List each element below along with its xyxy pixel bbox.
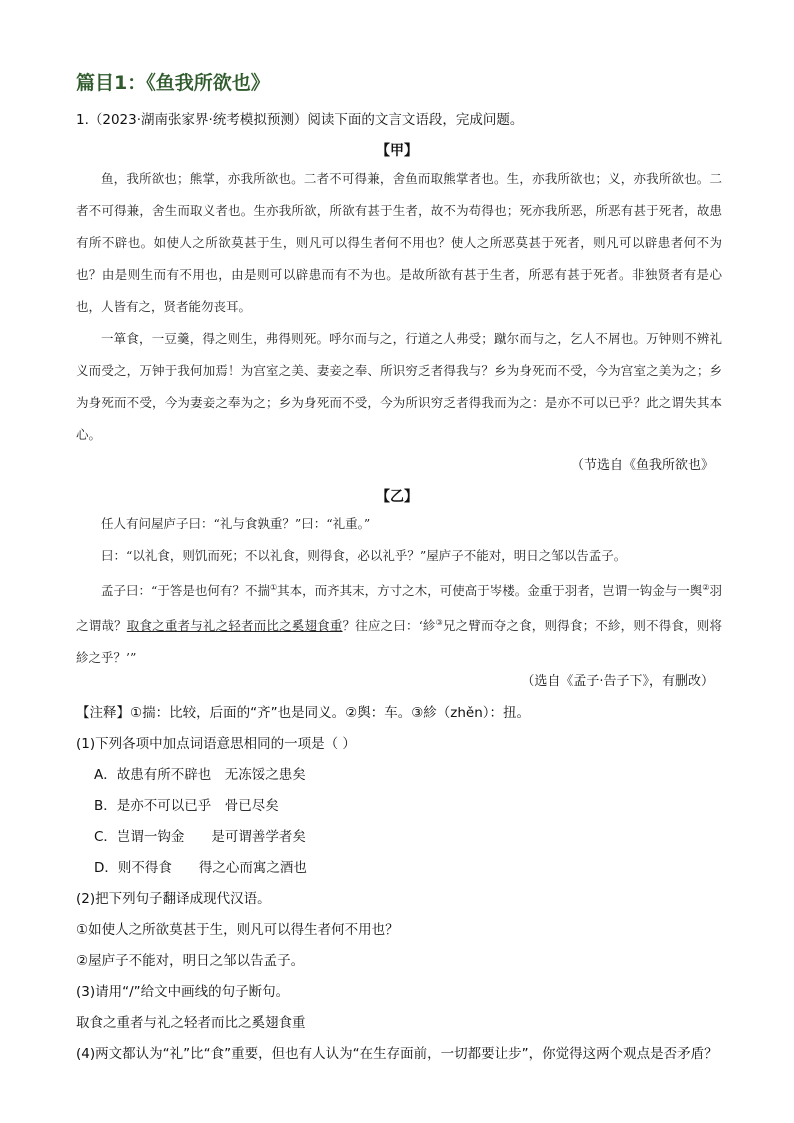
passage-yi [76, 508, 722, 674]
question-2-stem: (2)把下列句子翻译成现代汉语。 [76, 891, 271, 907]
passage-jia-source: （节选自《鱼我所欲也》 [570, 458, 714, 473]
passage-jia [76, 163, 722, 451]
passage-yi-paragraph-3: 孟子曰：“于答是也何有？不揣①其本，而齐其末，方寸之木，可使高于岑楼。金重于羽者，岂谓一钩金与一舆②羽之谓哉？取食之重者与礼之轻者而比之奚翅食重？往应之曰：‘紾③兄之臂而夺之食，则得食；不紾，则不得食，则将紾之乎？’” [76, 583, 722, 666]
question-header: 1.（2023·湖南张家界·统考模拟预测）阅读下面的文言文语段，完成问题。 [76, 112, 524, 128]
question-2-sentence-1: ①如使人之所欲莫甚于生，则凡可以得生者何不用也？ [76, 922, 399, 938]
passage-jia-paragraph-1: 鱼，我所欲也；熊掌，亦我所欲也。二者不可得兼，舍鱼而取熊掌者也。生，亦我所欲也；义，亦我所欲也。二者不可得兼，舍生而取义者也。生亦我所欲，所欲有甚于生者，故不为苟得也；死亦我所恶，所恶有甚于死者，故患有所不辟也。如使人之所欲莫甚于生，则凡可以得生者何不用也？使人之所恶莫甚于死者，则凡可以辟患者何不为也？由是则生而有不用也，由是则可以辟患而有不为也。是故所欲有甚于生者，所恶有甚于死者。非独贤者有是心也，人皆有之，贤者能勿丧耳。 [76, 171, 722, 314]
question-3-stem: (3)请用“/”给文中画线的句子断句。 [76, 984, 290, 1000]
question-1-stem: (1)下列各项中加点词语意思相同的一项是（ ） [76, 736, 356, 752]
questions-block [76, 698, 718, 1070]
passage-yi-paragraph-2: 曰：“以礼食，则饥而死；不以礼食，则得食，必以礼乎？”屋庐子不能对，明日之邹以告孟子。 [101, 548, 627, 563]
question-4-stem: (4)两文都认为“礼”比“食”重要，但也有人认为“在生存面前，一切都要让步”，你觉得这两个观点是否矛盾？ [76, 1046, 718, 1062]
passage-yi-paragraph-1: 任人有问屋庐子曰：“礼与食孰重？”曰：“礼重。” [101, 516, 371, 531]
passage-yi-source: （选自《孟子·告子下》，有删改） [521, 674, 714, 689]
option-b[interactable]: B．是亦不可以已乎 骨已尽矣 [94, 798, 279, 814]
passage-jia-label: 【甲】 [376, 143, 418, 159]
passage-yi-label: 【乙】 [376, 489, 418, 505]
option-c[interactable]: C．岂谓一钩金 是可谓善学者矣 [94, 829, 306, 845]
footnote-marker-3: ③ [435, 618, 443, 628]
footnote-marker-1: ① [269, 583, 278, 592]
option-d[interactable]: D．则不得食 得之心而寓之酒也 [94, 860, 307, 876]
footnote-marker-2: ② [702, 583, 710, 592]
annotation-note: 【注释】①揣：比较，后面的“齐”也是同义。②舆：车。③紾（zhěn）：扭。 [76, 705, 531, 721]
passage-jia-paragraph-2: 一箪食，一豆羹，得之则生，弗得则死。呼尔而与之，行道之人弗受；蹴尔而与之，乞人不屑也。万钟则不辨礼义而受之，万钟于我何加焉！为宫室之美、妻妾之奉、所识穷乏者得我与？乡为身死而不受，今为宫室之美为之；乡为身死而不受，今为妻妾之奉为之；乡为身死而不受，今为所识穷乏者得我而为之：是亦不可以已乎？此之谓失其本心。 [76, 331, 722, 442]
question-2-sentence-2: ②屋庐子不能对，明日之邹以告孟子。 [76, 953, 305, 969]
question-3-sentence: 取食之重者与礼之轻者而比之奚翅食重 [76, 1015, 306, 1031]
underlined-sentence: 取食之重者与礼之轻者而比之奚翅食重 [126, 618, 343, 634]
section-title: 篇目1：《鱼我所欲也》 [76, 72, 270, 94]
option-a[interactable]: A．故患有所不辟也 无冻馁之患矣 [94, 767, 306, 783]
